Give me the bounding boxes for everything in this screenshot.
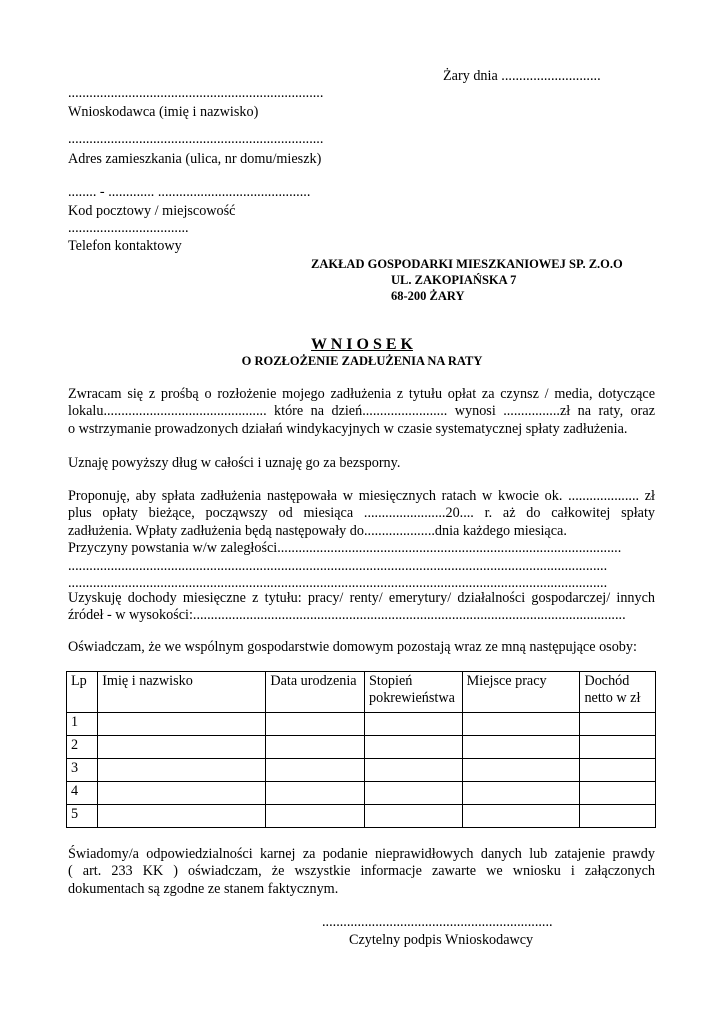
- cell-birth-date[interactable]: [266, 759, 365, 782]
- address-label: Adres zamieszkania (ulica, nr domu/mieszk): [68, 151, 322, 167]
- header-workplace: Miejsce pracy: [462, 672, 580, 713]
- header-lp: Lp: [67, 672, 98, 713]
- document-subtitle: O ROZŁOŻENIE ZADŁUŻENIA NA RATY: [241, 354, 483, 368]
- header-income: Dochód netto w zł: [580, 672, 656, 713]
- liability-declaration: [68, 846, 655, 898]
- reasons-line-1[interactable]: Przyczyny powstania w/w zaległości.................................................................................................: [68, 540, 622, 557]
- reasons-line-2[interactable]: ........................................................................................................................................................: [68, 557, 608, 574]
- place-date[interactable]: Żary dnia ............................: [443, 68, 601, 84]
- cell-name[interactable]: [98, 805, 266, 828]
- table-row: [67, 713, 656, 736]
- address-field[interactable]: ........................................................................: [68, 131, 324, 147]
- cell-name[interactable]: [98, 782, 266, 805]
- table-row: [67, 736, 656, 759]
- table-row: [67, 782, 656, 805]
- income-line-2[interactable]: źródeł - w wysokości:..........................................................................................................................: [68, 607, 626, 624]
- document-title: W N I O S E K: [311, 336, 413, 353]
- cell-workplace[interactable]: [462, 782, 580, 805]
- request-line-3: o wstrzymanie prowadzonych działań windykacyjnych w czasie systematycznej spłaty zadłużenia.: [68, 420, 628, 437]
- proposal-line-2[interactable]: plus opłaty bieżące, począwszy od miesiąca .......................20.... r. aż do całkowitej spłaty: [68, 505, 655, 522]
- reasons-line-3[interactable]: ........................................................................................................................................................: [68, 575, 608, 592]
- phone-field[interactable]: ..................................: [68, 220, 189, 236]
- cell-birth-date[interactable]: [266, 782, 365, 805]
- cell-workplace[interactable]: [462, 713, 580, 736]
- request-line-2[interactable]: lokalu.............................................. które na dzień........................ wynosi ................zł na raty, oraz: [68, 403, 655, 420]
- proposal-line-3[interactable]: zadłużenia. Wpłaty zadłużenia będą następowały do....................dnia każdego miesiąca.: [68, 522, 567, 539]
- cell-workplace[interactable]: [462, 805, 580, 828]
- acknowledgement-text: Uznaję powyższy dług w całości i uznaję go za bezsporny.: [68, 455, 401, 471]
- debt-acknowledgement: [68, 455, 655, 472]
- cell-relationship[interactable]: [365, 782, 463, 805]
- phone-label: Telefon kontaktowy: [68, 238, 182, 254]
- declaration-line-2: ( art. 233 KK ) oświadczam, że wszystkie informacje zawarte we wniosku i załączonych: [68, 863, 655, 880]
- income-line-1: Uzyskuję dochody miesięczne z tytułu: pracy/ renty/ emerytury/ działalności gospodarczej/ innych: [68, 590, 655, 606]
- table-header-row: [67, 672, 656, 713]
- table-row: [67, 759, 656, 782]
- signature-field[interactable]: .................................................................: [322, 914, 553, 930]
- cell-relationship[interactable]: [365, 759, 463, 782]
- row-number: 4: [67, 782, 98, 805]
- income-paragraph: [68, 590, 655, 625]
- applicant-name-label: Wnioskodawca (imię i nazwisko): [68, 104, 259, 120]
- header-relationship: Stopień pokrewieństwa: [365, 672, 463, 713]
- proposal-paragraph: [68, 488, 655, 592]
- recipient-name: ZAKŁAD GOSPODARKI MIESZKANIOWEJ SP. Z.O.O: [311, 257, 623, 271]
- header-name: Imię i nazwisko: [98, 672, 266, 713]
- postal-code-label: Kod pocztowy / miejscowość: [68, 203, 236, 219]
- cell-income[interactable]: [580, 713, 656, 736]
- row-number: 1: [67, 713, 98, 736]
- cell-income[interactable]: [580, 736, 656, 759]
- postal-code-field[interactable]: ........ - ............. ...........................................: [68, 184, 311, 200]
- header-birth-date: Data urodzenia: [266, 672, 365, 713]
- cell-birth-date[interactable]: [266, 713, 365, 736]
- applicant-name-field[interactable]: ........................................................................: [68, 85, 324, 101]
- cell-birth-date[interactable]: [266, 736, 365, 759]
- household-text: Oświadczam, że we wspólnym gospodarstwie domowym pozostają wraz ze mną następujące osoby:: [68, 639, 637, 655]
- declaration-line-3: dokumentach są zgodne ze stanem faktycznym.: [68, 880, 339, 897]
- request-paragraph: [68, 386, 655, 438]
- recipient-street: UL. ZAKOPIAŃSKA 7: [391, 273, 517, 287]
- cell-relationship[interactable]: [365, 805, 463, 828]
- cell-workplace[interactable]: [462, 759, 580, 782]
- recipient-city: 68-200 ŻARY: [391, 289, 465, 303]
- cell-income[interactable]: [580, 805, 656, 828]
- row-number: 2: [67, 736, 98, 759]
- household-table: [66, 671, 656, 828]
- cell-income[interactable]: [580, 782, 656, 805]
- table-row: [67, 805, 656, 828]
- row-number: 5: [67, 805, 98, 828]
- cell-relationship[interactable]: [365, 736, 463, 759]
- cell-name[interactable]: [98, 759, 266, 782]
- declaration-line-1: Świadomy/a odpowiedzialności karnej za podanie nieprawidłowych danych lub zatajenie prawdy: [68, 846, 655, 862]
- proposal-line-1[interactable]: Proponuję, aby spłata zadłużenia następowała w miesięcznych ratach w kwocie ok. .................... zł: [68, 488, 655, 504]
- request-line-1: Zwracam się z prośbą o rozłożenie mojego zadłużenia z tytułu opłat za czynsz / media, dotyczące: [68, 386, 655, 402]
- cell-workplace[interactable]: [462, 736, 580, 759]
- row-number: 3: [67, 759, 98, 782]
- signature-label: Czytelny podpis Wnioskodawcy: [349, 932, 534, 948]
- cell-name[interactable]: [98, 713, 266, 736]
- cell-relationship[interactable]: [365, 713, 463, 736]
- cell-income[interactable]: [580, 759, 656, 782]
- household-statement: [68, 639, 655, 656]
- cell-birth-date[interactable]: [266, 805, 365, 828]
- cell-name[interactable]: [98, 736, 266, 759]
